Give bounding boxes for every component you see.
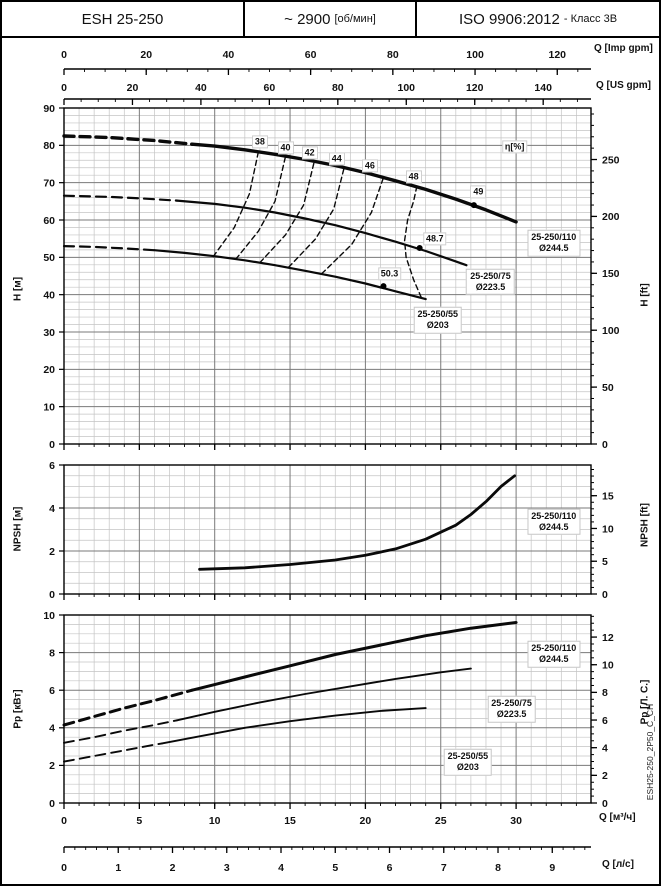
svg-text:8: 8 — [495, 862, 501, 874]
svg-text:2: 2 — [49, 760, 55, 773]
pump-model: ESH 25-250 — [81, 10, 164, 28]
svg-text:80: 80 — [331, 82, 344, 94]
svg-text:40: 40 — [222, 49, 235, 61]
svg-text:4: 4 — [49, 502, 55, 515]
svg-text:150: 150 — [602, 268, 620, 281]
svg-text:20: 20 — [126, 82, 139, 94]
svg-text:20: 20 — [359, 815, 372, 827]
svg-text:12: 12 — [602, 631, 614, 644]
svg-text:0: 0 — [49, 438, 55, 451]
svg-text:4: 4 — [278, 862, 284, 874]
curve-label-head-flow-0: 25-250/110 Ø244.5 — [527, 230, 580, 257]
svg-text:60: 60 — [263, 82, 276, 94]
svg-text:0: 0 — [61, 82, 67, 94]
svg-text:4: 4 — [49, 722, 55, 735]
svg-text:10: 10 — [43, 401, 55, 414]
efficiency-label-48: 48 — [406, 170, 422, 183]
curve-label-power-1: 25-250/75 Ø223.5 — [487, 696, 536, 723]
power-right-axis-title: Pp [Л. С.] — [639, 679, 651, 725]
drawing-code: ESH25-250_2P50_C_CH — [645, 703, 655, 801]
svg-text:5: 5 — [602, 556, 608, 569]
svg-text:0: 0 — [602, 438, 608, 451]
svg-text:200: 200 — [602, 211, 620, 224]
bep-label-50.3: 50.3 — [378, 268, 402, 281]
ls-axis-label: Q [л/с] — [602, 859, 634, 870]
svg-text:5: 5 — [332, 862, 339, 874]
svg-text:120: 120 — [548, 49, 567, 61]
svg-text:10: 10 — [602, 659, 614, 672]
svg-text:20: 20 — [43, 364, 55, 377]
npsh-left-axis-title: NPSH [м] — [12, 506, 24, 552]
svg-text:80: 80 — [386, 49, 399, 61]
head-right-axis-title: H [ft] — [639, 283, 651, 307]
bep-label-48.7: 48.7 — [423, 232, 447, 245]
svg-text:15: 15 — [284, 815, 296, 827]
efficiency-axis-label: η[%] — [502, 140, 528, 153]
svg-text:0: 0 — [602, 588, 608, 601]
curve-label-power-0: 25-250/110 Ø244.5 — [527, 641, 580, 668]
svg-text:10: 10 — [602, 523, 614, 536]
efficiency-label-46: 46 — [362, 159, 378, 172]
pump-speed: ~ 2900 — [284, 10, 331, 28]
svg-text:8: 8 — [602, 687, 608, 700]
svg-text:100: 100 — [602, 325, 620, 338]
pump-speed-unit: [об/мин] — [334, 13, 376, 25]
svg-text:0: 0 — [61, 815, 67, 827]
iso-class: - Класс 3В — [563, 13, 618, 25]
imp-gpm-axis-label: Q [Imp gpm] — [594, 43, 653, 54]
svg-text:7: 7 — [440, 862, 447, 874]
svg-text:6: 6 — [386, 862, 393, 874]
efficiency-label-38: 38 — [252, 135, 268, 148]
svg-text:100: 100 — [466, 49, 484, 61]
svg-text:80: 80 — [43, 140, 55, 153]
svg-text:10: 10 — [208, 815, 221, 827]
svg-text:40: 40 — [43, 289, 55, 302]
svg-text:0: 0 — [602, 797, 608, 810]
svg-text:20: 20 — [140, 49, 153, 61]
svg-text:0: 0 — [61, 49, 67, 61]
svg-text:60: 60 — [43, 214, 55, 227]
svg-text:9: 9 — [549, 862, 556, 874]
curve-label-npsh-0: 25-250/110 Ø244.5 — [527, 509, 580, 536]
curve-label-head-flow-2: 25-250/55 Ø203 — [413, 307, 462, 334]
svg-text:0: 0 — [61, 862, 67, 874]
head-left-axis-title: H [м] — [12, 276, 24, 302]
svg-text:6: 6 — [49, 459, 55, 472]
npsh-right-axis-title: NPSH [ft] — [639, 503, 651, 547]
bep-label-49: 49 — [470, 185, 486, 198]
svg-text:2: 2 — [169, 862, 176, 874]
efficiency-label-42: 42 — [302, 146, 318, 159]
svg-text:70: 70 — [43, 177, 55, 190]
svg-text:0: 0 — [49, 797, 55, 810]
svg-text:0: 0 — [49, 588, 55, 601]
power-left-axis-title: Pp [кВт] — [12, 689, 24, 729]
svg-text:140: 140 — [534, 82, 552, 94]
svg-text:30: 30 — [510, 815, 522, 827]
svg-text:100: 100 — [397, 82, 416, 94]
svg-text:6: 6 — [602, 714, 608, 727]
curve-label-power-2: 25-250/55 Ø203 — [444, 749, 493, 776]
iso-standard: ISO 9906:2012 — [458, 10, 560, 28]
svg-text:2: 2 — [602, 770, 608, 783]
svg-text:6: 6 — [49, 685, 55, 697]
svg-text:4: 4 — [602, 742, 608, 755]
svg-text:15: 15 — [602, 490, 614, 503]
svg-text:10: 10 — [43, 609, 55, 622]
svg-text:3: 3 — [223, 862, 230, 874]
svg-text:40: 40 — [195, 82, 207, 94]
svg-text:250: 250 — [602, 154, 620, 167]
efficiency-label-40: 40 — [278, 141, 294, 154]
svg-text:50: 50 — [602, 381, 614, 394]
svg-text:90: 90 — [43, 102, 55, 115]
svg-text:60: 60 — [304, 49, 317, 61]
svg-text:5: 5 — [136, 815, 143, 827]
svg-text:30: 30 — [43, 326, 55, 339]
us-gpm-axis-label: Q [US gpm] — [596, 80, 651, 91]
chart-annotations-layer — [2, 2, 659, 884]
svg-text:2: 2 — [49, 545, 55, 558]
m3h-axis-label: Q [м³/ч] — [599, 812, 636, 823]
curve-label-head-flow-1: 25-250/75 Ø223.5 — [466, 269, 515, 296]
efficiency-label-44: 44 — [329, 153, 345, 166]
svg-text:120: 120 — [465, 82, 484, 94]
svg-text:1: 1 — [115, 862, 122, 874]
svg-text:8: 8 — [49, 647, 55, 660]
svg-text:50: 50 — [43, 252, 55, 265]
svg-text:25: 25 — [434, 815, 447, 827]
